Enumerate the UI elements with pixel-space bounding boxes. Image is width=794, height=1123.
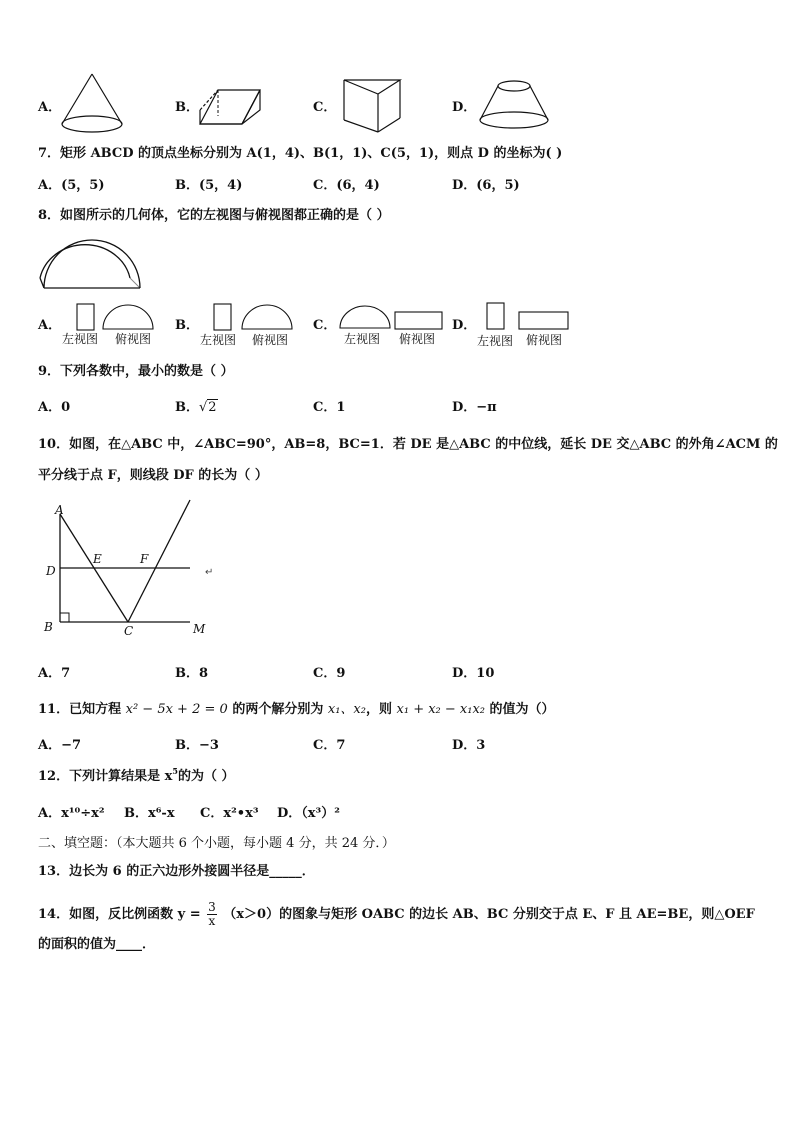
q10-geometry-figure — [40, 500, 220, 640]
q12-stem-prefix: 12．下列计算结果是 x — [38, 769, 173, 784]
q8-solid-figure — [36, 228, 151, 296]
q9-option-d: D．−π — [452, 400, 497, 415]
q8-option-b-letter: B． — [175, 318, 199, 333]
q14-stem-suffix: （x＞0）的图象与矩形 OABC 的边长 AB、BC 分别交于点 E、F 且 AE=BE，则△OEF — [223, 907, 755, 922]
label-a: A — [55, 503, 64, 517]
q8-d-left-view — [486, 302, 506, 330]
q11-option-b: B．−3 — [175, 738, 219, 753]
q8-b-left-label: 左视图 — [200, 333, 237, 347]
q8-c-top-label: 俯视图 — [399, 332, 436, 346]
q11-expression: x₁ + x₂ − x₁x₂ — [396, 702, 486, 717]
return-mark: ↵ — [205, 567, 214, 578]
q8-option-d-letter: D． — [452, 318, 477, 333]
q8-d-top-label: 俯视图 — [526, 333, 563, 347]
q10-stem-line1: 10．如图，在△ABC 中，∠ABC=90°，AB=8，BC=1．若 DE 是△ABC 的中位线，延长 DE 交△ABC 的外角∠ACM 的 — [38, 437, 778, 452]
q7-option-a: A．(5，5) — [38, 178, 105, 193]
q13-stem: 13．边长为 6 的正六边形外接圆半径是_____． — [38, 864, 315, 879]
q8-a-left-label: 左视图 — [62, 332, 99, 346]
q14-frac-den: x — [208, 914, 216, 928]
q8-c-left-view — [338, 304, 392, 330]
q6-option-b-letter: B． — [175, 100, 199, 115]
q9-stem: 9．下列各数中，最小的数是（ ） — [38, 364, 234, 379]
q14-fraction — [207, 901, 217, 928]
q8-d-left-label: 左视图 — [477, 334, 514, 348]
q12-option-b: B．x⁶-x — [124, 806, 175, 821]
q6-option-a-letter: A． — [38, 100, 62, 115]
label-e: E — [93, 552, 102, 566]
frustum-figure — [476, 76, 556, 134]
q8-b-left-view — [213, 303, 233, 331]
q10-option-d: D．10 — [452, 666, 495, 681]
q8-a-top-label: 俯视图 — [115, 332, 152, 346]
q11-roots: x₁、x₂ — [327, 702, 366, 717]
prism-figure — [198, 80, 268, 135]
q8-stem: 8．如图所示的几何体，它的左视图与俯视图都正确的是（ ） — [38, 208, 390, 223]
triangular-prism-figure — [338, 76, 408, 138]
sqrt-sign: √ — [199, 400, 208, 415]
q8-b-top-label: 俯视图 — [252, 333, 289, 347]
q11-stem-mid: 的两个解分别为 — [232, 702, 324, 717]
label-c: C — [124, 624, 134, 638]
q9-option-b — [175, 400, 218, 416]
label-b: B — [44, 620, 53, 634]
cone-figure — [60, 70, 130, 135]
sqrt-radicand: 2 — [208, 400, 217, 415]
q12-option-c: C．x²•x³ — [200, 806, 259, 821]
q9-option-a: A．0 — [38, 400, 71, 415]
q9-option-b-letter: B． — [175, 400, 199, 415]
q8-a-left-view — [76, 303, 96, 331]
label-m: M — [193, 622, 206, 636]
q9-option-c: C．1 — [313, 400, 346, 415]
q12-stem-suffix: 的为（ ） — [177, 769, 235, 784]
q8-a-top-view — [101, 303, 155, 331]
q8-option-a-letter: A． — [38, 318, 62, 333]
q12-option-a: A．x¹⁰÷x² — [38, 806, 105, 821]
q10-option-b: B．8 — [175, 666, 209, 681]
label-f: F — [140, 552, 149, 566]
q11-stem-suffix: 的值为（） — [489, 702, 555, 717]
q11-option-d: D．3 — [452, 738, 486, 753]
label-d: D — [46, 564, 56, 578]
q11-option-c: C．7 — [313, 738, 346, 753]
q14-frac-num: 3 — [208, 900, 216, 914]
q8-c-left-label: 左视图 — [344, 332, 381, 346]
q7-option-c: C．(6，4) — [313, 178, 380, 193]
q8-c-top-view — [394, 311, 444, 331]
q8-b-top-view — [240, 303, 294, 331]
q10-option-a: A．7 — [38, 666, 71, 681]
q7-stem: 7．矩形 ABCD 的顶点坐标分别为 A(1，4)、B(1，1)、C(5，1)，则点 D 的坐标为( ) — [38, 146, 563, 161]
q7-option-d: D．(6，5) — [452, 178, 520, 193]
q14-stem-line2: 的面积的值为____． — [38, 937, 156, 952]
q12-stem-exp: 5 — [172, 766, 178, 776]
q11-option-a: A．−7 — [38, 738, 82, 753]
q14-stem-line1 — [38, 900, 755, 930]
q8-option-c-letter: C． — [313, 318, 337, 333]
q10-stem-line2: 平分线于点 F，则线段 DF 的长为（ ） — [38, 468, 268, 483]
q11-stem-prefix: 11．已知方程 — [38, 702, 122, 717]
q7-option-b: B．(5，4) — [175, 178, 243, 193]
q6-option-c-letter: C． — [313, 100, 337, 115]
q8-d-top-view — [518, 311, 570, 331]
q10-option-c: C．9 — [313, 666, 346, 681]
q11-equation: x² − 5x + 2 = 0 — [125, 702, 228, 717]
q11-stem — [38, 702, 555, 718]
q14-stem-prefix: 14．如图，反比例函数 y = — [38, 907, 201, 922]
q12-stem — [38, 766, 235, 785]
section-heading: 二、填空题：（本大题共 6 个小题，每小题 4 分，共 24 分．） — [38, 836, 395, 851]
q11-stem-then: ，则 — [365, 702, 392, 717]
q6-option-d-letter: D． — [452, 100, 477, 115]
q12-option-d: D．（x³）² — [277, 806, 340, 821]
